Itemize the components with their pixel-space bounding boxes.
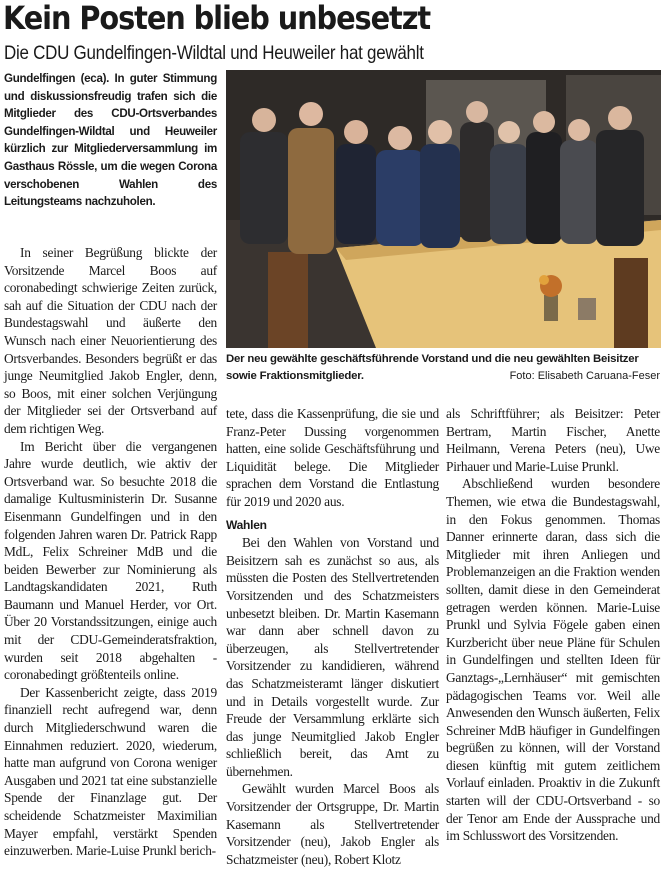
- headline: Kein Posten blieb unbesetzt: [3, 0, 431, 37]
- article-column-3: [446, 405, 660, 845]
- paragraph: In seiner Begrüßung blickte der Vorsitzende Marcel Boos auf coronabedingt schwierige Zeiten zurück, sah auf die Situation der CDU nach der Bundestagswahl und äußerte den Wunsch nach einer Neuorientierung des Ortsverbandes. Besonders begrüßt er das junge Neumitglied Jakob Engler, denn, so Boos, mit einer solchen Verjüngung der Mitglieder sei der Ortsverband auf dem richtigen Weg.: [4, 245, 217, 436]
- paragraph: Im Bericht über die vergangenen Jahre wurde deutlich, wie aktiv der Ortsverband war. So besuchte 2018 die damalige Kultusministerin Dr. Susanne Eisenmann Gundelfingen und in den folgenden Jahren waren Dr. Patrick Rapp MdL, Felix Schreiner MdB und die beiden Bewerber zur Nominierung als Landtagskandidaten 2021, Ruth Baumann und Manuel Herder, vor Ort. Über 20 Vorstandssitzungen, einige auch mit der CDU-Gemeinderatsfraktion, wurden seit 2018 abgehalten - coronabedingt größtenteils online.: [4, 438, 217, 683]
- paragraph: tete, dass die Kassenprüfung, die sie und Franz-Peter Dussing vorgenommen hatten, eine solide Geschäftsführung und Liquidität belege. Die Mitglieder sprachen dem Vorstand die Entlastung für 2019 und 2020 aus.: [226, 406, 439, 509]
- paragraph: als Schriftführer; als Beisitzer: Peter Bertram, Martin Fischer, Anette Heilmann, Verena Peters (neu), Uwe Pirhauer und Marie-Luise Prunkl.: [446, 406, 660, 474]
- paragraph: Bei den Wahlen von Vorstand und Beisitzern sah es zunächst so aus, als müssten die Posten des Stellvertretenden Vorsitzenden und des Schatzmeisters unbesetzt bleiben. Dr. Martin Kasemann war dann aber schnell davon zu überzeugen, als Stellvertretender Vorsitzender zu kandidieren, während das Schatzmeisteramt länger diskutiert und in Details vorgestellt wurde. Zur Freude der Versammlung erklärte sich das junge Neumitglied Jakob Engler schließlich bereit, das Amt zu übernehmen.: [226, 535, 439, 779]
- photo-credit: Foto: Elisabeth Caruana-Feser: [509, 370, 660, 382]
- article-column-1: [4, 244, 217, 860]
- group-photo: [226, 70, 661, 348]
- paragraph: Abschließend wurden besondere Themen, wie etwa die Bundestagswahl, in den Fokus genommen. Thomas Danner erinnerte daran, dass sich die Mitglieder mit ihren Anliegen und Problemanzeigen an die Fraktion wenden sollten, damit diese in den Gemeinderat getragen werden können. Marie-Luise Prunkl und Sylvia Fögele gaben einen Kurzbericht über neue Pläne für Schulen in Gundelfingen und stellten Ideen für Ganztags-„Lernhäuser“ mit gemischten pädagogischen Teams vor. Weil alle Anwesenden den Wunsch äußerten, Felix Schreiner MdB häufiger in Gundelfingen begrüßen zu können, will der Vorstand diesen künftig mit gutem zeitlichem Vorlauf einladen. Proaktiv in die Zukunft starten will der CDU-Ortsverband - so der Tenor am Ende der Aussprache und im Schlusswort des Vorsitzenden.: [446, 476, 660, 844]
- paragraph: Gewählt wurden Marcel Boos als Vorsitzender der Ortsgruppe, Dr. Martin Kasemann als Stellvertretender Vorsitzender (neu), Jakob Engler als Schatzmeister (neu), Robert Klotz: [226, 781, 439, 867]
- lead-paragraph: Gundelfingen (eca). In guter Stimmung und diskussionsfreudig trafen sich die Mitglieder des CDU-Ortsverbandes Gundelfingen-Wildtal und Heuweiler kürzlich zur Mitgliederversammlung im Gasthaus Rössle, um die wegen Corona verschobenen Wahlen des Leitungsteams nachzuholen.: [4, 72, 217, 209]
- section-heading: Wahlen: [226, 517, 267, 532]
- photo-caption: Der neu gewählte geschäftsführende Vorstand und die neu gewählten Beisitzer sowie Fraktionsmitglieder.: [226, 353, 639, 382]
- subheadline: Die CDU Gundelfingen-Wildtal und Heuweiler hat gewählt: [4, 42, 424, 64]
- paragraph: Der Kassenbericht zeigte, dass 2019 finanziell recht aufregend war, denn durch Mitgliederschwund waren die Einnahmen reduziert. 2020, wiederum, hatte man aufgrund von Corona weniger Ausgaben und 2021 tat eine substanzielle Spende der Finanzlage gut. Der scheidende Schatzmeister Maximilian Mayer empfahl, verstärkt Spenden einzuwerben. Marie-Luise Prunkl berich-: [4, 684, 217, 859]
- article-column-2: [226, 405, 439, 868]
